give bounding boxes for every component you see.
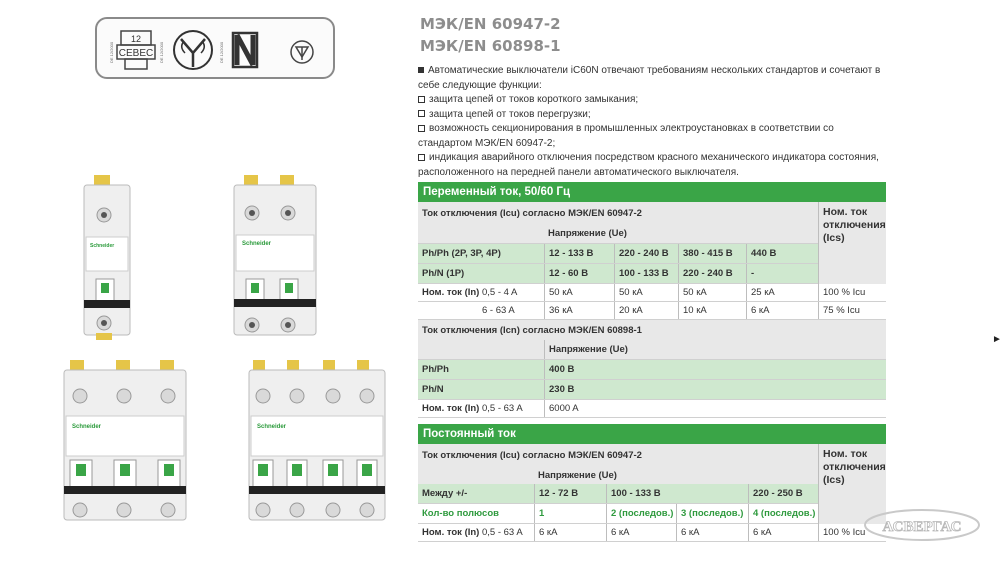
intro-text [418,64,898,180]
cebec-mark: CEBEC [118,48,154,59]
ac-icn-voltage: Напряжение (Ue) [544,340,886,359]
intro-line [418,151,898,166]
intro-line-text: индикация аварийного отключения посредством красного механического индикатора состояния, [429,152,879,163]
intro-line-text: стандартом МЭК/EN 60947-2; [418,137,556,149]
ac-in-label: Ном. ток (In) [422,287,480,298]
ac-phn-label: Ph/N (1P) [422,268,465,279]
ac-table [418,202,886,420]
intro-line-text: себе следующие функции: [418,79,542,91]
ac-in-range-2: 6 - 63 A [482,305,515,316]
intro-line-text: защита цепей от токов перегрузки; [429,108,591,120]
svg-text:АСВЕРГАС: АСВЕРГАС [882,519,962,535]
intro-line [418,79,898,94]
intro-line [418,166,898,181]
ac-in2-v2: 20 кА [614,302,678,319]
cebec-number: 12 [130,34,142,44]
intro-line-text: расположенного на передней панели автоматического выключателя. [418,166,739,178]
intro-line [418,122,898,137]
standard-heading-2: МЭК/EN 60898-1 [420,37,561,55]
dc-ics-title: Ном. ток отключения (Ics) [818,444,886,524]
dc-icu-title: Ток отключения (Icu) согласно МЭК/EN 60947-2 [422,449,642,461]
ac-in2-ics: 75 % Icu [818,302,886,319]
open-square-bullet-icon [418,110,425,117]
ac-in1-v4: 25 кА [746,284,818,301]
dc-table [418,444,886,544]
ac-in-range-1: 0,5 - 4 A [482,287,518,298]
breaker-4p-image [245,360,395,535]
dc-in-range: 0,5 - 63 A [482,527,523,538]
dc-in-ics: 100 % Icu [818,524,886,541]
asvergas-watermark-logo [862,507,982,543]
ac-icu-title: Ток отключения (Icu) согласно МЭК/EN 60947-2 [422,207,642,219]
dc-in-v2: 6 кА [606,524,676,541]
ac-icn-phn-value: 230 В [544,380,886,399]
ac-in1-v2: 50 кА [614,284,678,301]
intro-line [418,93,898,108]
intro-line-text: возможность секционирования в промышленных электроустановках в соответствии со [429,123,834,134]
ac-section-header: Переменный ток, 50/60 Гц [418,182,886,202]
dc-poles-v1: 1 [534,504,606,523]
breaker-3p-image [60,360,190,535]
svg-text:Schneider: Schneider [242,241,272,247]
dc-poles-v4: 4 (последов.) [748,504,818,523]
ac-phph-v4: 440 В [746,244,818,263]
ac-voltage-label: Напряжение (Ue) [548,228,627,239]
dc-poles-label: Кол-во полюсов [422,508,499,519]
dc-between-v4: 220 - 250 В [748,484,818,503]
intro-line-text: Автоматические выключатели iC60N отвечают требованиям нескольких стандартов и сочетают в [428,65,881,76]
dc-section-header: Постоянный ток [418,424,886,444]
standard-heading-1: МЭК/EN 60947-2 [420,15,561,33]
dc-between-label: Между +/- [422,488,468,499]
cert-side-text: DE 12/2000 [109,41,114,63]
dc-poles-v2: 2 (последов.) [606,504,676,523]
ac-phn-v4: - [746,264,818,283]
dc-in-v1: 6 кА [534,524,606,541]
ac-in2-v3: 10 кА [678,302,746,319]
ac-ics-title: Ном. ток отключения (Ics) [818,202,886,320]
certification-marks [95,17,335,79]
intro-line [418,137,898,152]
filled-square-bullet-icon [418,67,424,73]
ac-in2-v1: 36 кА [544,302,614,319]
ac-icn-phn-label: Ph/N [422,384,444,395]
dc-between-v1: 12 - 72 В [534,484,606,503]
dc-in-v3: 6 кА [676,524,748,541]
ac-in1-v1: 50 кА [544,284,614,301]
ac-icn-in-range: 0,5 - 63 A [482,403,523,414]
ac-icn-title: Ток отключения (Icn) согласно МЭК/EN 60898-1 [422,324,642,336]
intro-line [418,64,898,79]
ac-in1-ics: 100 % Icu [818,284,886,301]
svg-text:Schneider: Schneider [90,243,115,249]
ac-icn-in-value: 6000 A [544,400,886,417]
ac-phn-v3: 220 - 240 В [678,264,746,283]
dc-in-v4: 6 кА [748,524,818,541]
intro-line [418,108,898,123]
mouse-cursor-icon: ► [992,334,1002,345]
cert-side-text: DE 12/2000 [219,41,224,63]
ac-phn-v2: 100 - 133 В [614,264,678,283]
ac-in1-v3: 50 кА [678,284,746,301]
cert-side-text: DE 12/2000 [159,41,164,63]
ac-phph-label: Ph/Ph (2P, 3P, 4P) [422,248,501,259]
svg-text:Schneider: Schneider [257,424,287,430]
dc-between-v2: 100 - 133 В [606,484,748,503]
n-mark-icon [233,33,257,67]
open-square-bullet-icon [418,96,425,103]
ac-phph-v2: 220 - 240 В [614,244,678,263]
ac-icn-in-label: Ном. ток (In) [422,403,480,414]
intro-line-text: защита цепей от токов короткого замыкания; [429,94,639,105]
dc-voltage-label: Напряжение (Ue) [538,469,617,481]
ac-phph-v3: 380 - 415 В [678,244,746,263]
breaker-2p-image [230,175,320,350]
ac-icn-phph-value: 400 В [544,360,886,379]
svg-text:Schneider: Schneider [72,424,102,430]
open-square-bullet-icon [418,154,425,161]
ac-phn-v1: 12 - 60 В [544,264,614,283]
ac-phph-v1: 12 - 133 В [544,244,614,263]
ac-in2-v4: 6 кА [746,302,818,319]
dc-poles-v3: 3 (последов.) [676,504,748,523]
open-square-bullet-icon [418,125,425,132]
ac-icn-phph-label: Ph/Ph [422,364,449,375]
breaker-1p-image [80,175,135,345]
dc-in-label: Ном. ток (In) [422,527,480,538]
